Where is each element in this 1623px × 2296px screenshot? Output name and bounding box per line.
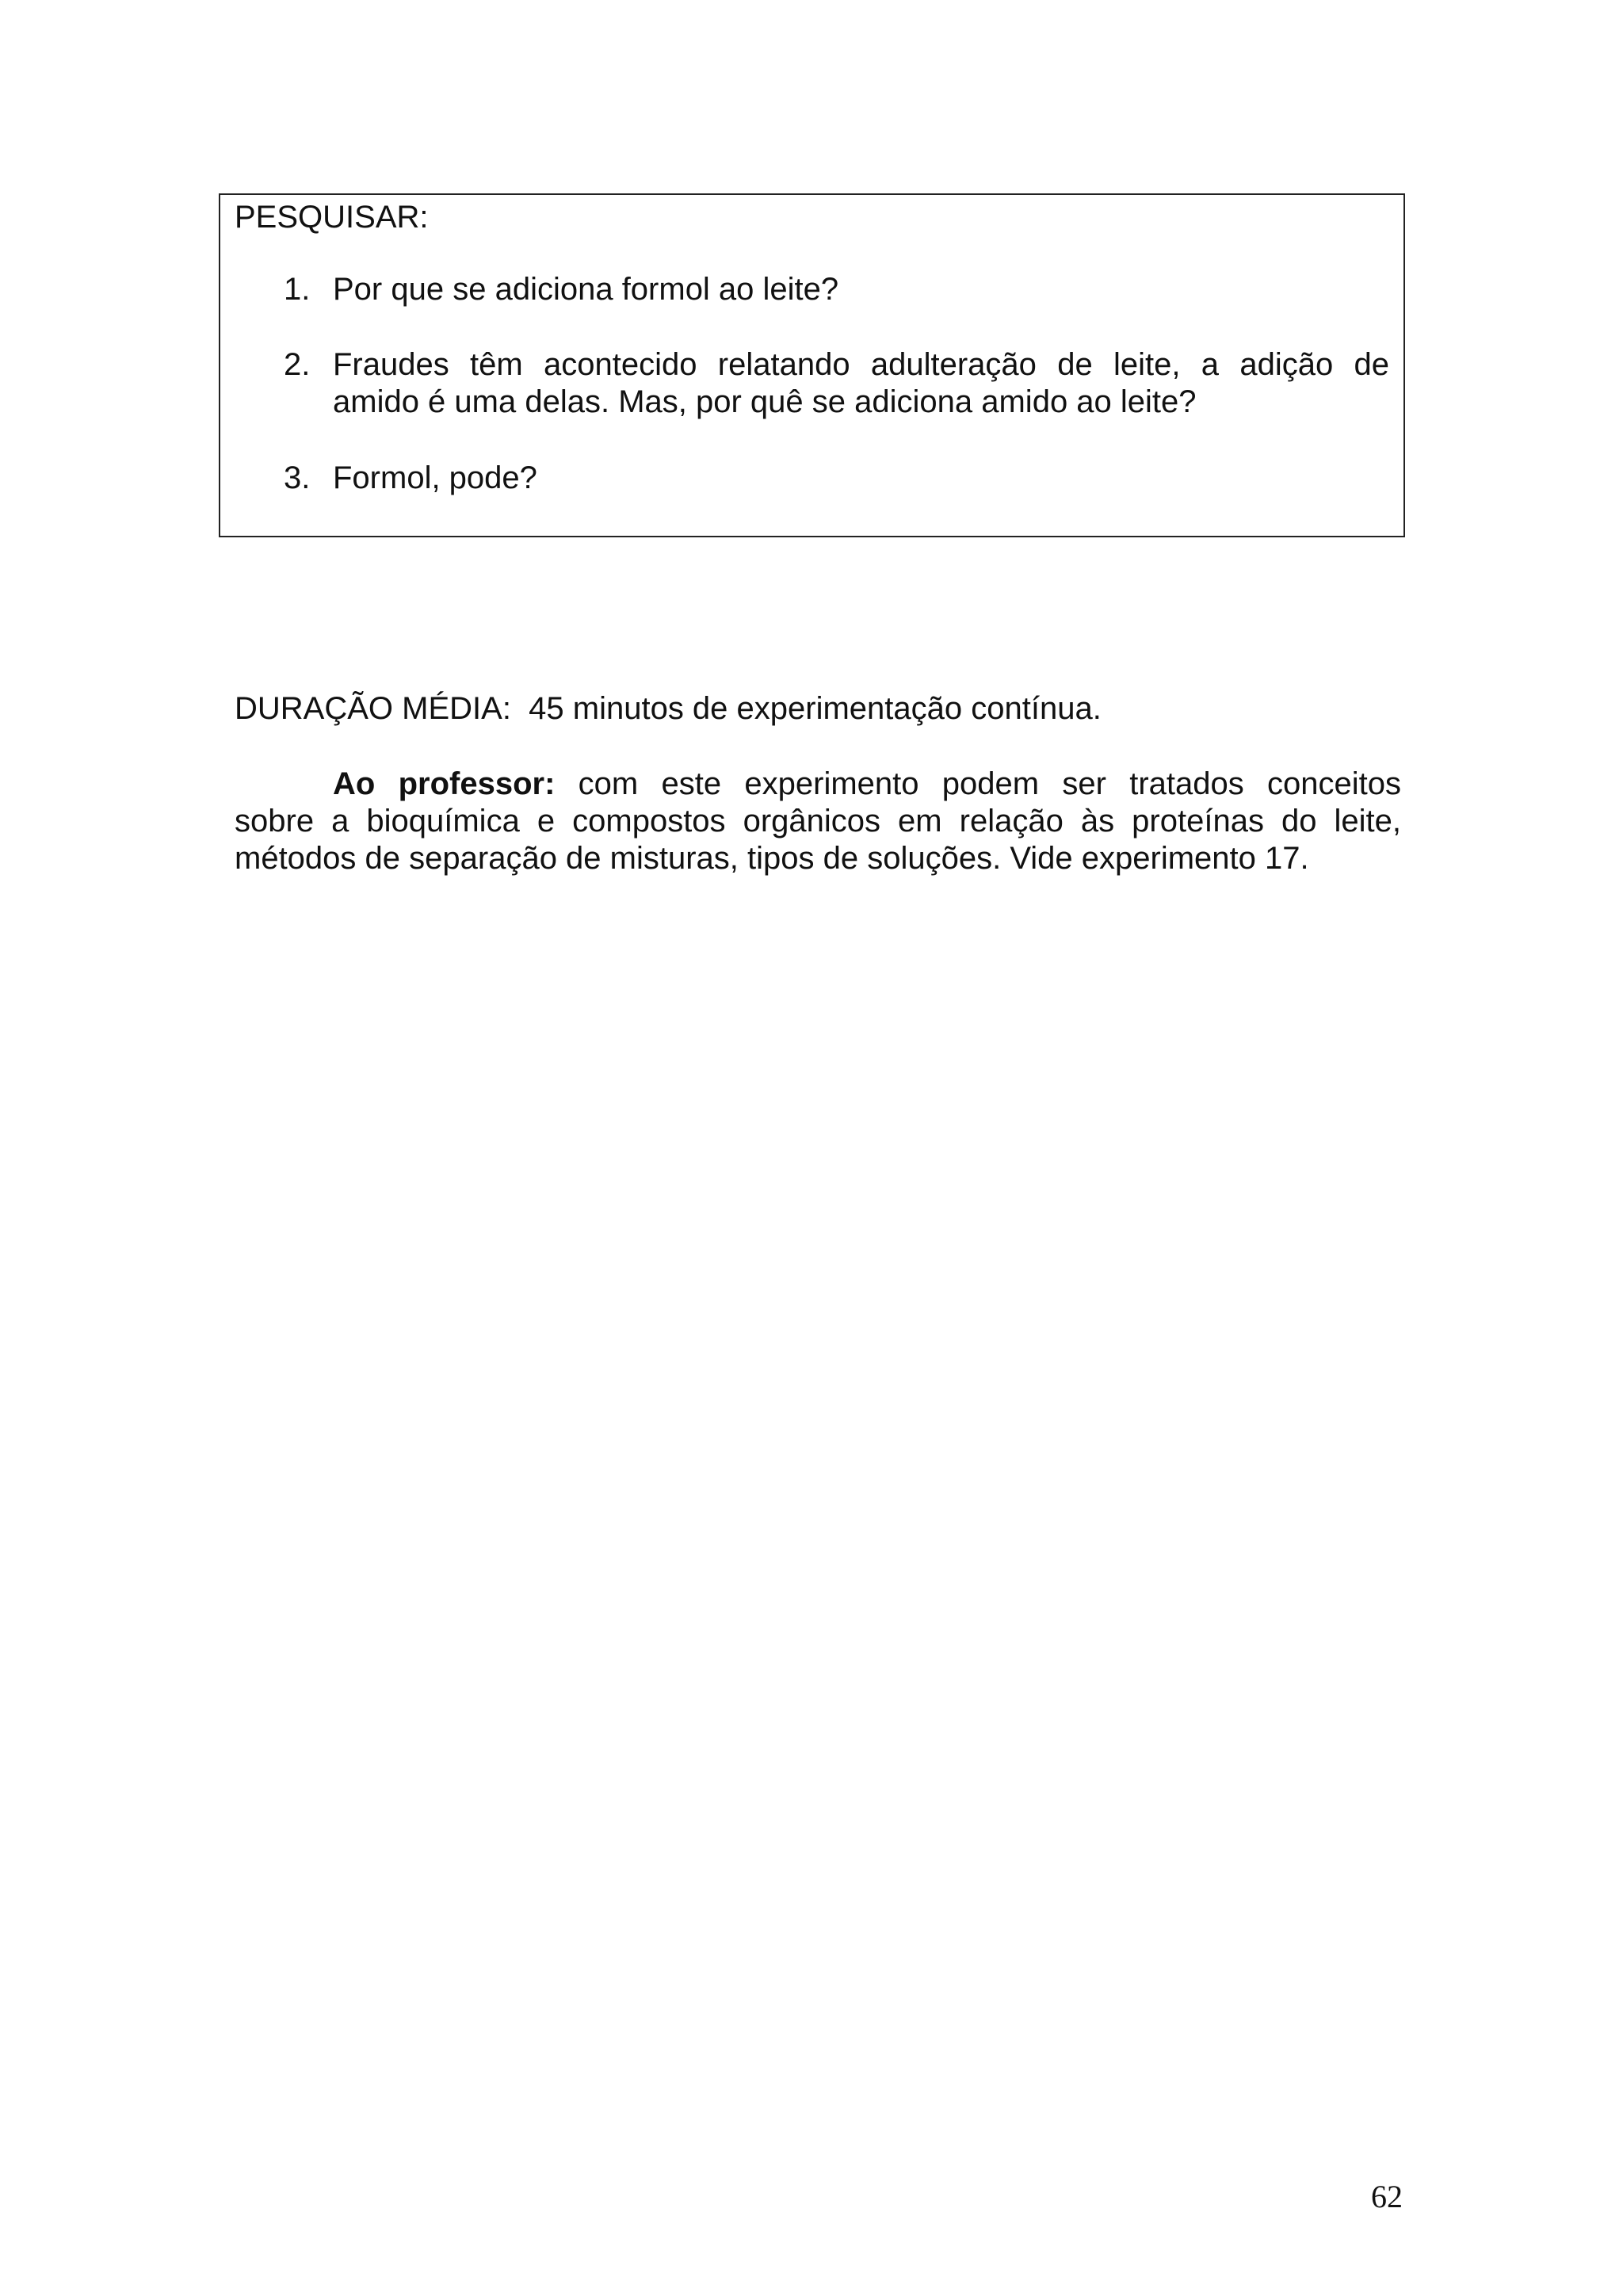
question-text: Por que se adiciona formol ao leite? [333, 272, 839, 307]
question-text-line-1: Fraudes têm acontecido relatando adulteração de leite, a adição de [333, 347, 1389, 382]
question-text [333, 346, 1389, 421]
teacher-note-line-3: métodos de separação de misturas, tipos de soluções. Vide experimento 17. [235, 841, 1309, 876]
teacher-note-line-1-text: com este experimento podem ser tratados conceitos [555, 766, 1401, 801]
question-number: 2. [284, 347, 311, 382]
question-text-line-2: amido é uma delas. Mas, por quê se adiciona amido ao leite? [333, 384, 1197, 419]
research-questions-box [219, 193, 1405, 537]
teacher-note [235, 766, 1401, 877]
teacher-note-line-2: sobre a bioquímica e compostos orgânicos em relação às proteínas do leite, [235, 804, 1401, 839]
question-text: Formol, pode? [333, 460, 537, 495]
question-number: 3. [284, 460, 311, 495]
research-title: PESQUISAR: [235, 200, 429, 235]
question-number: 1. [284, 272, 311, 307]
teacher-note-label: Ao professor: [333, 766, 556, 801]
page-number: 62 [1371, 2179, 1403, 2214]
average-duration: DURAÇÃO MÉDIA: 45 minutos de experimentação contínua. [235, 691, 1102, 726]
teacher-note-line-1 [235, 766, 1401, 803]
